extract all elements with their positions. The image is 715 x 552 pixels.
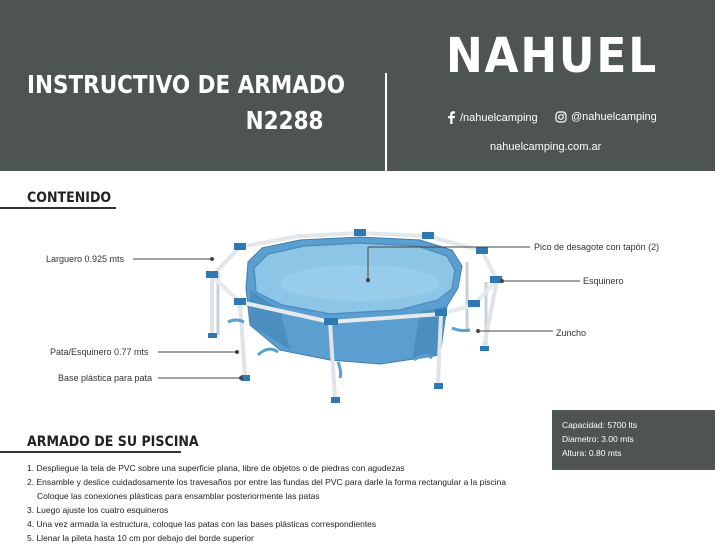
instagram-icon <box>555 111 567 123</box>
assembly-heading: ARMADO DE SU PISCINA <box>27 434 199 450</box>
contents-rule <box>0 207 116 209</box>
assembly-rule <box>0 451 181 453</box>
facebook-handle: /nahuelcamping <box>460 111 538 124</box>
facebook-icon <box>446 111 456 124</box>
header-divider <box>385 73 387 171</box>
model-number: N2288 <box>246 106 324 135</box>
label-largero: Larguero 0.925 mts <box>46 254 125 264</box>
label-esquinero: Esquinero <box>583 276 624 286</box>
step-item: 3. Luego ajuste los cuatro esquineros <box>27 505 169 515</box>
label-base-plastica: Base plástica para pata <box>58 373 153 383</box>
website-link[interactable]: nahuelcamping.com.ar <box>490 141 602 153</box>
step-item: 4. Una vez armada la estructura, coloque las patas con las bases plásticas correspondientes <box>27 519 377 529</box>
instagram-link[interactable] <box>555 111 657 123</box>
specs-box <box>552 410 715 470</box>
step-item: 5. Llenar la pileta hasta 10 cm por debajo del borde superior <box>27 533 254 543</box>
label-pata-esquinero: Pata/Esquinero 0.77 mts <box>50 347 149 357</box>
label-zuncho: Zuncho <box>556 328 587 338</box>
spec-diameter: Diametro: 3.00 mts <box>562 434 634 444</box>
instagram-handle: @nahuelcamping <box>571 111 657 123</box>
nahuel-logo <box>446 28 658 78</box>
spec-height: Altura: 0.80 mts <box>562 448 622 458</box>
step-item: Coloque las conexiones plásticas para ensamblar posteriormente las patas <box>37 491 320 501</box>
spec-capacity: Capacidad: 5700 lts <box>562 420 638 430</box>
facebook-link[interactable] <box>446 111 538 124</box>
contents-heading: CONTENIDO <box>27 190 112 206</box>
step-item: 1. Despliegue la tela de PVC sobre una superficie plana, libre de objetos o de piedras con agudezas <box>27 463 405 473</box>
label-pico-desagote: Pico de desagote con tapón (2) <box>534 242 660 252</box>
svg-text:NAHUEL: NAHUEL <box>446 28 658 78</box>
page-title: INSTRUCTIVO DE ARMADO <box>27 70 345 99</box>
step-item: 2. Ensamble y deslice cuidadosamente los travesaños por entre las fundas del PVC para darle la forma rectangular a la piscina <box>27 477 507 487</box>
